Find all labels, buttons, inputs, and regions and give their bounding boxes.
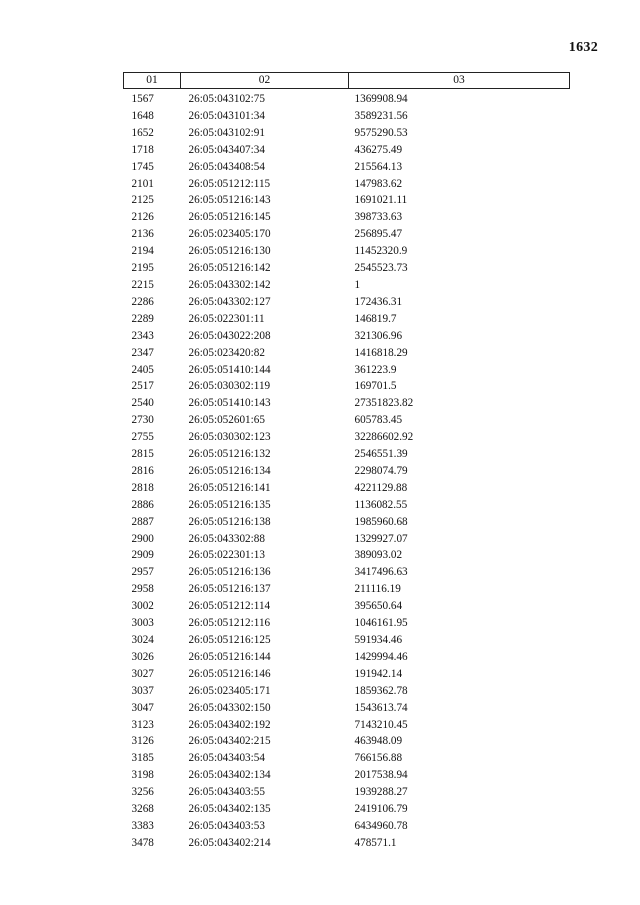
table-row <box>124 683 570 700</box>
table-row <box>124 767 570 784</box>
table-cell-col-01: 3024 <box>131 634 154 646</box>
table-cell-col-01: 2195 <box>131 262 154 275</box>
table-row <box>124 226 570 243</box>
table-row <box>124 159 570 176</box>
table-cell-col-02: 26:05:023405:170 <box>188 228 271 241</box>
table-cell-col-01: 3198 <box>131 769 154 782</box>
table-cell-col-02: 26:05:051216:143 <box>188 194 271 207</box>
table-cell-col-03: 211116.19 <box>354 583 401 596</box>
table-cell-col-01: 3268 <box>131 803 154 816</box>
table-cell-col-03: 1985960.68 <box>354 515 408 528</box>
table-cell-col-01: 2286 <box>131 295 154 308</box>
table-cell-col-01: 3047 <box>131 701 154 714</box>
table-cell-col-02: 26:05:043402:134 <box>188 769 271 782</box>
table-cell-col-03: 7143210.45 <box>354 718 408 731</box>
table-row <box>124 209 570 226</box>
table-cell-col-03: 4221129.88 <box>354 481 408 494</box>
table-cell-col-03: 766156.88 <box>354 752 403 765</box>
table-cell-col-03: 436275.49 <box>354 143 403 156</box>
table-row <box>124 531 570 548</box>
table-cell-col-03: 1329927.07 <box>354 532 408 545</box>
table-cell-col-01: 2405 <box>131 363 154 376</box>
table-cell-col-02: 26:05:051216:132 <box>188 448 271 461</box>
table-row <box>124 801 570 818</box>
table-cell-col-03: 389093.02 <box>354 549 403 562</box>
table-cell-col-03: 1939288.27 <box>354 786 408 799</box>
table-cell-col-03: 147983.62 <box>354 177 403 190</box>
table-cell-col-01: 3126 <box>131 735 154 748</box>
table-cell-col-01: 2755 <box>131 431 154 444</box>
table-cell-col-01: 2136 <box>131 228 154 241</box>
table-row <box>124 700 570 717</box>
data-table <box>123 72 570 852</box>
table-cell-col-02: 26:05:043403:54 <box>188 752 265 765</box>
table-row <box>124 598 570 615</box>
table-cell-col-03: 478571.1 <box>354 836 397 849</box>
table-cell-col-03: 27351823.82 <box>354 397 414 410</box>
table-cell-col-01: 2540 <box>131 397 154 410</box>
table-cell-col-02: 26:05:051216:135 <box>188 498 271 511</box>
table-cell-col-03: 2545523.73 <box>354 262 408 275</box>
table-cell-col-03: 1429994.46 <box>354 650 408 663</box>
table-row <box>124 463 570 480</box>
table-cell-col-03: 172436.31 <box>354 295 403 308</box>
table-row <box>124 632 570 649</box>
table-cell-col-03: 591934.46 <box>354 634 403 646</box>
table-cell-col-02: 26:05:052601:65 <box>188 414 265 427</box>
table-row <box>124 835 570 852</box>
table-cell-col-03: 1046161.95 <box>354 617 408 630</box>
table-row <box>124 277 570 294</box>
table-cell-col-03: 361223.9 <box>354 363 397 376</box>
table-cell-col-03: 1 <box>354 278 361 291</box>
table-cell-col-02: 26:05:022301:13 <box>188 549 265 562</box>
table-cell-col-01: 2886 <box>131 498 154 511</box>
table-cell-col-01: 3185 <box>131 752 154 765</box>
table-row <box>124 784 570 801</box>
table-row <box>124 446 570 463</box>
table-row <box>124 395 570 412</box>
table-cell-col-03: 256895.47 <box>354 228 403 241</box>
table-row <box>124 429 570 446</box>
table-row <box>124 666 570 683</box>
table-cell-col-03: 11452320.9 <box>354 245 408 258</box>
table-header <box>124 73 570 89</box>
table-row <box>124 192 570 209</box>
table-cell-col-01: 2900 <box>131 532 154 545</box>
table-cell-col-02: 26:05:043402:135 <box>188 803 271 816</box>
table-cell-col-03: 2017538.94 <box>354 769 408 782</box>
table-cell-col-01: 2215 <box>131 278 154 291</box>
table-row <box>124 243 570 260</box>
table-cell-col-01: 1567 <box>131 93 154 105</box>
table-cell-col-03: 169701.5 <box>354 380 397 393</box>
table-cell-col-03: 605783.45 <box>354 414 403 427</box>
table-cell-col-02: 26:05:051216:145 <box>188 211 271 224</box>
table-cell-col-01: 3002 <box>131 600 154 613</box>
table-row <box>124 750 570 767</box>
table-cell-col-02: 26:05:051410:144 <box>188 363 271 376</box>
table-cell-col-03: 2419106.79 <box>354 803 408 816</box>
table-cell-col-02: 26:05:051216:136 <box>188 566 271 579</box>
column-header-03: 03 <box>349 73 570 89</box>
table-cell-col-03: 6434960.78 <box>354 819 408 832</box>
data-table-container <box>123 72 569 852</box>
table-cell-col-02: 26:05:051216:130 <box>188 245 271 258</box>
table-row <box>124 564 570 581</box>
table-cell-col-01: 2126 <box>131 211 154 224</box>
table-cell-col-03: 1691021.11 <box>354 194 408 207</box>
table-cell-col-03: 32286602.92 <box>354 431 414 444</box>
table-cell-col-01: 2730 <box>131 414 154 427</box>
table-row <box>124 362 570 379</box>
table-row <box>124 378 570 395</box>
table-cell-col-02: 26:05:023420:82 <box>188 346 265 359</box>
table-row <box>124 328 570 345</box>
table-cell-col-01: 2816 <box>131 464 154 477</box>
table-row <box>124 311 570 328</box>
table-cell-col-02: 26:05:043407:34 <box>188 143 265 156</box>
table-cell-col-03: 9575290.53 <box>354 126 408 139</box>
table-cell-col-01: 3123 <box>131 718 154 731</box>
table-row <box>124 581 570 598</box>
table-body <box>124 89 570 852</box>
table-cell-col-03: 1859362.78 <box>354 684 408 697</box>
table-cell-col-01: 2125 <box>131 194 154 207</box>
table-cell-col-03: 395650.64 <box>354 600 403 613</box>
table-row <box>124 142 570 159</box>
table-row <box>124 412 570 429</box>
table-cell-col-03: 215564.13 <box>354 160 403 173</box>
page-number: 1632 <box>568 40 598 55</box>
table-cell-col-03: 1136082.55 <box>354 498 408 511</box>
table-header-row <box>124 73 570 89</box>
table-cell-col-02: 26:05:043402:192 <box>188 718 271 731</box>
table-row <box>124 497 570 514</box>
table-cell-col-02: 26:05:043302:127 <box>188 295 271 308</box>
table-cell-col-02: 26:05:043102:75 <box>188 93 265 105</box>
table-cell-col-02: 26:05:051216:144 <box>188 650 271 663</box>
table-cell-col-01: 2909 <box>131 549 154 562</box>
table-row <box>124 294 570 311</box>
table-cell-col-02: 26:05:043402:215 <box>188 735 271 748</box>
table-row <box>124 717 570 734</box>
table-cell-col-02: 26:05:043403:55 <box>188 786 265 799</box>
table-cell-col-01: 3037 <box>131 684 154 697</box>
table-cell-col-01: 2347 <box>131 346 154 359</box>
table-cell-col-02: 26:05:043022:208 <box>188 329 271 342</box>
table-row <box>124 89 570 108</box>
table-cell-col-02: 26:05:051216:125 <box>188 634 271 646</box>
table-cell-col-01: 3478 <box>131 836 154 849</box>
table-cell-col-02: 26:05:043102:91 <box>188 126 265 139</box>
table-cell-col-01: 3256 <box>131 786 154 799</box>
table-cell-col-02: 26:05:022301:11 <box>188 312 265 325</box>
table-cell-col-02: 26:05:051212:115 <box>188 177 271 190</box>
table-cell-col-03: 1369908.94 <box>354 93 408 105</box>
table-cell-col-03: 1543613.74 <box>354 701 408 714</box>
column-header-02: 02 <box>181 73 349 89</box>
table-cell-col-03: 1416818.29 <box>354 346 408 359</box>
table-cell-col-02: 26:05:043403:53 <box>188 819 265 832</box>
table-row <box>124 514 570 531</box>
table-cell-col-03: 321306.96 <box>354 329 403 342</box>
table-cell-col-01: 2887 <box>131 515 154 528</box>
table-cell-col-01: 2958 <box>131 583 154 596</box>
table-cell-col-01: 1648 <box>131 109 154 122</box>
table-cell-col-02: 26:05:023405:171 <box>188 684 271 697</box>
table-cell-col-02: 26:05:030302:119 <box>188 380 271 393</box>
table-cell-col-02: 26:05:043408:54 <box>188 160 265 173</box>
table-cell-col-01: 2194 <box>131 245 154 258</box>
table-row <box>124 615 570 632</box>
table-cell-col-01: 2818 <box>131 481 154 494</box>
table-row <box>124 649 570 666</box>
table-row <box>124 818 570 835</box>
table-row <box>124 176 570 193</box>
table-cell-col-02: 26:05:051216:142 <box>188 262 271 275</box>
column-header-01: 01 <box>124 73 181 89</box>
table-cell-col-02: 26:05:043302:150 <box>188 701 271 714</box>
table-cell-col-02: 26:05:030302:123 <box>188 431 271 444</box>
table-cell-col-03: 2546551.39 <box>354 448 408 461</box>
table-cell-col-02: 26:05:043302:142 <box>188 278 271 291</box>
table-cell-col-02: 26:05:051212:116 <box>188 617 271 630</box>
table-cell-col-02: 26:05:043302:88 <box>188 532 265 545</box>
table-cell-col-03: 146819.7 <box>354 312 397 325</box>
table-cell-col-01: 1745 <box>131 160 154 173</box>
table-cell-col-01: 2343 <box>131 329 154 342</box>
table-cell-col-02: 26:05:051216:141 <box>188 481 271 494</box>
table-cell-col-02: 26:05:051216:138 <box>188 515 271 528</box>
table-cell-col-01: 2815 <box>131 448 154 461</box>
table-cell-col-01: 1718 <box>131 143 154 156</box>
table-cell-col-03: 398733.63 <box>354 211 403 224</box>
table-row <box>124 547 570 564</box>
table-cell-col-02: 26:05:051216:137 <box>188 583 271 596</box>
table-cell-col-02: 26:05:043101:34 <box>188 109 265 122</box>
table-cell-col-02: 26:05:043402:214 <box>188 836 271 849</box>
table-cell-col-01: 2289 <box>131 312 154 325</box>
table-cell-col-01: 2957 <box>131 566 154 579</box>
table-row <box>124 108 570 125</box>
table-cell-col-01: 3026 <box>131 650 154 663</box>
table-row <box>124 125 570 142</box>
table-cell-col-03: 191942.14 <box>354 667 403 680</box>
table-cell-col-03: 3417496.63 <box>354 566 408 579</box>
table-cell-col-02: 26:05:051410:143 <box>188 397 271 410</box>
table-cell-col-02: 26:05:051212:114 <box>188 600 271 613</box>
table-cell-col-03: 3589231.56 <box>354 109 408 122</box>
table-cell-col-01: 1652 <box>131 126 154 139</box>
table-cell-col-02: 26:05:051216:134 <box>188 464 271 477</box>
table-row <box>124 345 570 362</box>
table-row <box>124 260 570 277</box>
table-cell-col-01: 3027 <box>131 667 154 680</box>
table-cell-col-02: 26:05:051216:146 <box>188 667 271 680</box>
table-row <box>124 480 570 497</box>
table-cell-col-01: 3383 <box>131 819 154 832</box>
table-cell-col-01: 2101 <box>131 177 154 190</box>
table-cell-col-01: 3003 <box>131 617 154 630</box>
table-cell-col-03: 2298074.79 <box>354 464 408 477</box>
table-cell-col-01: 2517 <box>131 380 154 393</box>
table-row <box>124 733 570 750</box>
table-cell-col-03: 463948.09 <box>354 735 403 748</box>
